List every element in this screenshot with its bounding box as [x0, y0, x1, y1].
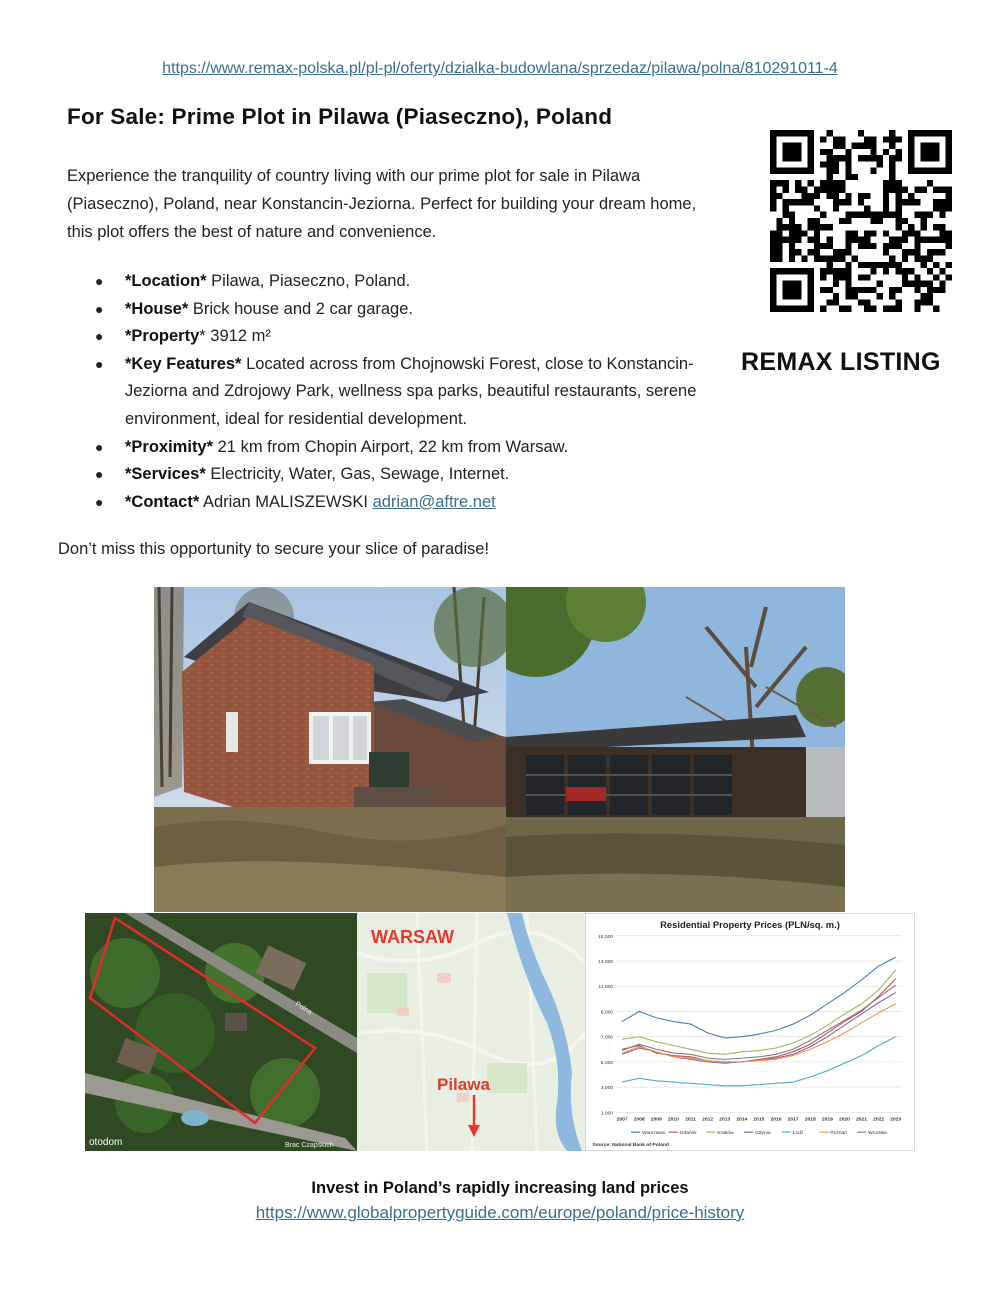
bullet-icon: ● [95, 466, 104, 483]
chart-ytick-label: 7,000 [600, 1035, 614, 1041]
bullet-icon: ● [95, 438, 104, 455]
feature-contact [95, 489, 735, 517]
feature-key-features [95, 351, 735, 434]
chart-ytick-label: 13,000 [598, 960, 614, 966]
chart-xtick-label: 2011 [685, 1117, 696, 1123]
chart-series-line-wrocław [622, 985, 896, 1059]
feature-label: *Proximity* [125, 437, 214, 456]
feature-list [95, 268, 735, 516]
legend-label: Gdynia [754, 1131, 771, 1137]
price-history-link[interactable]: https://www.globalpropertyguide.com/europe/poland/price-history [255, 1203, 745, 1222]
listing-url-link[interactable]: https://www.remax-polska.pl/pl-pl/oferty/dzialka-budowlana/sprzedaz/pilawa/polna/810291011-4 [162, 60, 838, 77]
chart-ytick-label: 3,000 [600, 1086, 614, 1092]
qr-code-image[interactable] [770, 130, 952, 312]
feature-label: *Location* [125, 272, 207, 290]
chart-series-line-gdańsk [622, 979, 896, 1062]
contact-email-link[interactable]: adrian@aftre.net [372, 492, 496, 511]
bullet-icon: ● [95, 355, 104, 372]
chart-xtick-label: 2016 [770, 1117, 782, 1123]
chart-series-line-warszawa [622, 957, 896, 1038]
chart-xtick-label: 2017 [787, 1117, 799, 1123]
house-photo [154, 587, 506, 912]
feature-proximity [95, 434, 735, 462]
chart-series-line-gdynia [622, 993, 896, 1064]
feature-text: * 3912 m² [199, 327, 271, 346]
price-chart [585, 913, 915, 1151]
chart-xtick-label: 2015 [753, 1117, 765, 1123]
legend-label: Poznań [830, 1131, 848, 1137]
chart-xtick-label: 2019 [821, 1117, 833, 1123]
aerial-view-image [85, 913, 357, 1151]
location-map [357, 913, 585, 1151]
map-warsaw-label: WARSAW [371, 927, 454, 947]
remax-listing-label: REMAX LISTING [741, 348, 941, 376]
chart-xtick-label: 2008 [633, 1117, 645, 1123]
feature-text: Located across from Chojnowski Forest, close to Konstancin-Jeziorna and Zdrojowy Park, wellness spa parks, beautiful restaurants, serene environment, ideal for residential development. [125, 354, 697, 428]
street-label: Brac Czapskich [285, 1142, 334, 1149]
chart-series-line-poznań [622, 1004, 896, 1062]
chart-xtick-label: 2022 [873, 1117, 885, 1123]
feature-text: 21 km from Chopin Airport, 22 km from Warsaw. [213, 437, 569, 456]
feature-house [95, 296, 735, 324]
bullet-icon: ● [95, 273, 104, 289]
chart-ytick-label: 11,000 [598, 985, 614, 991]
legend-label: Warszawa [641, 1131, 665, 1137]
chart-xtick-label: 2020 [838, 1117, 850, 1123]
map-pilawa-label: Pilawa [437, 1075, 490, 1094]
feature-label: *Property [125, 327, 200, 346]
road-label: Polna [293, 1000, 313, 1017]
chart-xtick-label: 2018 [804, 1117, 816, 1123]
feature-label: *House* [125, 299, 189, 318]
feature-text: Brick house and 2 car garage. [188, 299, 413, 318]
chart-xtick-label: 2010 [667, 1117, 679, 1123]
chart-series-line-łódź [622, 1037, 896, 1086]
bullet-icon: ● [95, 300, 104, 317]
closing-line: Don’t miss this opportunity to secure your slice of paradise! [58, 540, 490, 558]
chart-xtick-label: 2014 [736, 1117, 748, 1123]
feature-text: Pilawa, Piaseczno, Poland. [206, 272, 411, 290]
feature-text: Electricity, Water, Gas, Sewage, Internet. [205, 465, 510, 484]
intro-paragraph: Experience the tranquility of country living with our prime plot for sale in Pilawa (Piaseczno), Poland, near Konstancin-Jeziorna. Perfect for building your dream home, this plot offers the best of nature and convenience. [67, 167, 697, 241]
feature-label: *Key Features* [125, 354, 242, 373]
chart-ytick-label: 5,000 [600, 1060, 614, 1066]
chart-source: Source: National Bank of Poland [592, 1143, 669, 1149]
chart-series-line-kraków [622, 970, 896, 1054]
legend-label: Kraków [717, 1131, 734, 1137]
legend-label: Wrocław [868, 1131, 887, 1137]
otodom-watermark: otodom [89, 1137, 123, 1148]
page-title: For Sale: Prime Plot in Pilawa (Piaseczno), Poland [67, 104, 613, 129]
feature-label: *Contact* [125, 492, 200, 511]
garage-photo [506, 587, 845, 912]
legend-label: Łódź [792, 1131, 804, 1137]
chart-ytick-label: 9,000 [600, 1010, 614, 1016]
chart-xtick-label: 2023 [890, 1117, 902, 1123]
feature-text: Adrian MALISZEWSKI [199, 492, 373, 511]
bullet-icon: ● [95, 328, 104, 345]
chart-xtick-label: 2021 [856, 1117, 868, 1123]
chart-xtick-label: 2007 [616, 1117, 628, 1123]
feature-property [95, 323, 735, 351]
chart-xtick-label: 2013 [719, 1117, 731, 1123]
chart-ytick-label: 15,000 [598, 934, 614, 940]
invest-caption: Invest in Poland’s rapidly increasing land prices [311, 1179, 689, 1197]
feature-location [95, 268, 735, 296]
feature-services [95, 461, 735, 489]
chart-title: Residential Property Prices (PLN/sq. m.) [660, 918, 840, 930]
legend-label: Gdańsk [679, 1131, 697, 1137]
feature-label: *Services* [125, 465, 206, 484]
chart-xtick-label: 2009 [650, 1117, 662, 1123]
bullet-icon: ● [95, 493, 104, 510]
chart-ytick-label: 1,000 [600, 1111, 614, 1117]
chart-xtick-label: 2012 [702, 1117, 714, 1123]
